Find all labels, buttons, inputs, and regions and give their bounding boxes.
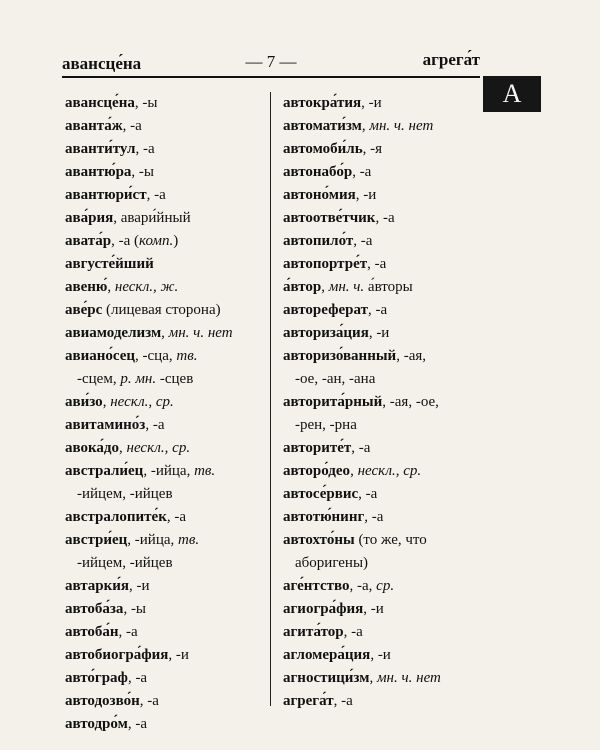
entry-headword: автоба́за [65, 601, 124, 617]
entry-text: , -ийца, [143, 463, 195, 479]
dictionary-entry [283, 92, 483, 115]
entry-headword: автомати́зм [283, 118, 362, 134]
entry-text: , -ы [123, 601, 147, 617]
dictionary-entry [65, 299, 270, 322]
dictionary-entry [65, 391, 270, 414]
entry-headword: авантю́ра [65, 164, 132, 180]
dictionary-entry [283, 690, 483, 713]
dictionary-entry [65, 667, 270, 690]
entry-headword: австрали́ец [65, 463, 144, 479]
entry-text: , -и [129, 578, 150, 594]
entry-headword: авата́р [65, 233, 112, 249]
entry-text: , -и [363, 601, 384, 617]
dictionary-entry [65, 322, 270, 345]
entry-headword: авторо́део [283, 463, 351, 479]
entry-headword: аве́рс [65, 302, 103, 318]
entry-headword: автомоби́ль [283, 141, 363, 157]
dictionary-entry [65, 575, 270, 598]
dictionary-entry [283, 644, 483, 667]
entry-grammar-note: тв. [178, 532, 200, 548]
entry-text: , -и [355, 187, 377, 203]
entry-text: , -и [168, 647, 189, 663]
dictionary-entry [283, 483, 483, 506]
entry-headword: аванти́тул [65, 141, 136, 157]
dictionary-entry [283, 598, 483, 621]
entry-headword: агломера́ция [283, 647, 371, 663]
entry-grammar-note: комп. [139, 233, 174, 249]
entry-headword: автокра́тия [283, 95, 362, 111]
entry-text: , [321, 279, 329, 295]
page-number: — 7 — [245, 52, 297, 71]
dictionary-entry [65, 437, 270, 460]
dictionary-entry [65, 253, 270, 276]
dictionary-entry [283, 184, 483, 207]
dictionary-entry [65, 345, 270, 368]
entry-headword: авторита́рный [283, 394, 383, 410]
entry-headword: автореферат [283, 302, 368, 318]
dictionary-entry [65, 460, 270, 483]
dictionary-entry [283, 575, 483, 598]
right-column [283, 92, 483, 713]
entry-headword: автарки́я [65, 578, 130, 594]
entry-headword: авеню́ [65, 279, 108, 295]
entry-text: , -а [351, 440, 371, 456]
entry-headword: авиамоделизм [65, 325, 162, 341]
dictionary-entry [283, 621, 483, 644]
entry-headword: автопило́т [283, 233, 354, 249]
section-letter-tab: А [483, 76, 541, 112]
dictionary-entry [65, 506, 270, 529]
entry-headword: авансце́на [65, 95, 135, 111]
entry-headword: автоно́мия [283, 187, 356, 203]
entry-headword: августе́йший [65, 256, 154, 272]
entry-text: а́вторы [364, 279, 413, 295]
dictionary-entry [283, 667, 483, 690]
entry-headword: австри́ец [65, 532, 128, 548]
dictionary-entry [65, 690, 270, 713]
dictionary-entry [65, 529, 270, 552]
entry-text: , [107, 279, 115, 295]
entry-headword: авториза́ция [283, 325, 369, 341]
entry-headword: агиогра́фия [283, 601, 364, 617]
entry-text: , [161, 325, 169, 341]
dictionary-entry [283, 207, 483, 230]
entry-text: , -ы [131, 164, 154, 180]
entry-text: , [361, 118, 370, 134]
entry-headword: ава́рия [65, 210, 114, 226]
entry-headword: а́втор [283, 279, 322, 295]
dictionary-entry [65, 621, 270, 644]
entry-text: , -а [166, 509, 186, 525]
header-rule [62, 76, 480, 78]
dictionary-entry [283, 460, 483, 483]
entry-continuation [65, 483, 270, 506]
dictionary-entry [65, 184, 270, 207]
entry-text: -сцев [156, 371, 194, 387]
entry-text: , -а [367, 256, 387, 272]
entry-headword: авитамино́з [65, 417, 146, 433]
header-last-entry: агрега́т [422, 50, 480, 69]
dictionary-entry [283, 161, 483, 184]
entry-text: -сцем, [77, 371, 121, 387]
entry-headword: авторизо́ванный [283, 348, 397, 364]
entry-text: , -а [343, 624, 363, 640]
dictionary-entry [283, 276, 483, 299]
entry-headword: авока́до [65, 440, 120, 456]
dictionary-entry [283, 115, 483, 138]
dictionary-entry [283, 138, 483, 161]
entry-text: , -я [362, 141, 383, 157]
entry-text: , -ы [134, 95, 158, 111]
entry-continuation [65, 552, 270, 575]
entry-grammar-note: мн. ч. нет [376, 670, 441, 686]
dictionary-entry [65, 92, 270, 115]
column-divider [270, 92, 271, 706]
dictionary-entry [65, 207, 270, 230]
dictionary-entry [65, 276, 270, 299]
entry-headword: авиано́сец [65, 348, 136, 364]
entry-headword: автопортре́т [283, 256, 368, 272]
entry-text: , -а [352, 164, 372, 180]
dictionary-entry [65, 115, 270, 138]
entry-text: , -а [139, 693, 159, 709]
entry-text: ) [173, 233, 179, 249]
entry-headword: автоба́н [65, 624, 119, 640]
entry-grammar-note: нескл., ср. [126, 440, 191, 456]
entry-text: , -ийца, [127, 532, 179, 548]
entry-text: , -а [333, 693, 353, 709]
entry-headword: агрега́т [283, 693, 334, 709]
entry-text: аборигены) [295, 555, 369, 571]
entry-text: , -а [353, 233, 373, 249]
dictionary-entry [283, 529, 483, 552]
entry-text: , -а [146, 187, 166, 203]
entry-text: , -а [122, 118, 142, 134]
entry-headword: австралопите́к [65, 509, 167, 525]
entry-grammar-note: нескл., ж. [114, 279, 179, 295]
entry-continuation [65, 368, 270, 391]
entry-text: , -а [127, 670, 148, 686]
entry-headword: автодозво́н [65, 693, 140, 709]
entry-headword: автотю́нинг [283, 509, 365, 525]
dictionary-entry [65, 414, 270, 437]
entry-headword: автодро́м [65, 716, 128, 732]
entry-headword: аванта́ж [65, 118, 123, 134]
entry-text: , -сца, [135, 348, 177, 364]
left-column [65, 92, 270, 736]
header-first-entry: авансце́на [62, 54, 142, 73]
entry-text: , -а, [349, 578, 377, 594]
dictionary-entry [283, 345, 483, 368]
entry-text: -ийцем, -ийцев [77, 486, 173, 502]
entry-grammar-note: тв. [194, 463, 216, 479]
entry-text: , -а [145, 417, 165, 433]
entry-text: , -а [127, 716, 147, 732]
entry-text: -ийцем, -ийцев [77, 555, 173, 571]
dictionary-entry [283, 322, 483, 345]
dictionary-entry [283, 299, 483, 322]
entry-text: , -и [368, 325, 390, 341]
entry-text: , -ая, [396, 348, 427, 364]
entry-text: , -а [135, 141, 155, 157]
entry-continuation [283, 368, 483, 391]
entry-text: , -а [118, 624, 138, 640]
entry-grammar-note: нескл., ср. [357, 463, 422, 479]
entry-text: , -ая, -ое, [382, 394, 439, 410]
entry-text: , -а [358, 486, 378, 502]
dictionary-entry [283, 437, 483, 460]
entry-continuation [283, 552, 483, 575]
entry-text: , -а ( [111, 233, 140, 249]
entry-headword: автосе́рвис [283, 486, 359, 502]
entry-headword: автоотве́тчик [283, 210, 376, 226]
entry-headword: автохто́ны [283, 532, 355, 548]
dictionary-entry [283, 253, 483, 276]
dictionary-entry [65, 230, 270, 253]
dictionary-entry [65, 598, 270, 621]
entry-continuation [283, 414, 483, 437]
page-header [62, 48, 480, 74]
entry-text: , -а [375, 210, 395, 226]
entry-text: -рен, -рна [295, 417, 357, 433]
dictionary-entry [65, 161, 270, 184]
entry-text: , -а [367, 302, 388, 318]
entry-grammar-note: мн. ч. нет [369, 118, 434, 134]
entry-text: , -и [361, 95, 382, 111]
dictionary-entry [65, 644, 270, 667]
entry-grammar-note: р. мн. [120, 371, 157, 387]
entry-grammar-note: тв. [176, 348, 198, 364]
entry-text: (лицевая сторона) [102, 302, 221, 318]
dictionary-entry [283, 506, 483, 529]
entry-headword: агита́тор [283, 624, 344, 640]
entry-text: -ое, -ан, -ана [295, 371, 376, 387]
entry-headword: авантюри́ст [65, 187, 147, 203]
dictionary-entry [65, 713, 270, 736]
dictionary-entry [283, 391, 483, 414]
entry-text: (то же, что [354, 532, 427, 548]
entry-text: , [119, 440, 127, 456]
entry-headword: агностици́зм [283, 670, 370, 686]
entry-grammar-note: мн. ч. [328, 279, 365, 295]
entry-grammar-note: мн. ч. нет [168, 325, 233, 341]
entry-grammar-note: нескл., ср. [110, 394, 174, 410]
dictionary-entry [65, 138, 270, 161]
dictionary-entry [283, 230, 483, 253]
entry-headword: авто́граф [65, 670, 128, 686]
entry-grammar-note: ср. [376, 578, 395, 594]
entry-text: , [369, 670, 377, 686]
entry-text: , [350, 463, 358, 479]
entry-headword: автонабо́р [283, 164, 353, 180]
entry-text: , авари́йный [113, 210, 191, 226]
entry-headword: автобиогра́фия [65, 647, 169, 663]
entry-headword: аге́нтство [283, 578, 350, 594]
entry-headword: авторите́т [283, 440, 352, 456]
entry-headword: ави́зо [65, 394, 103, 410]
entry-text: , -и [370, 647, 391, 663]
entry-text: , [102, 394, 111, 410]
entry-text: , -а [364, 509, 384, 525]
